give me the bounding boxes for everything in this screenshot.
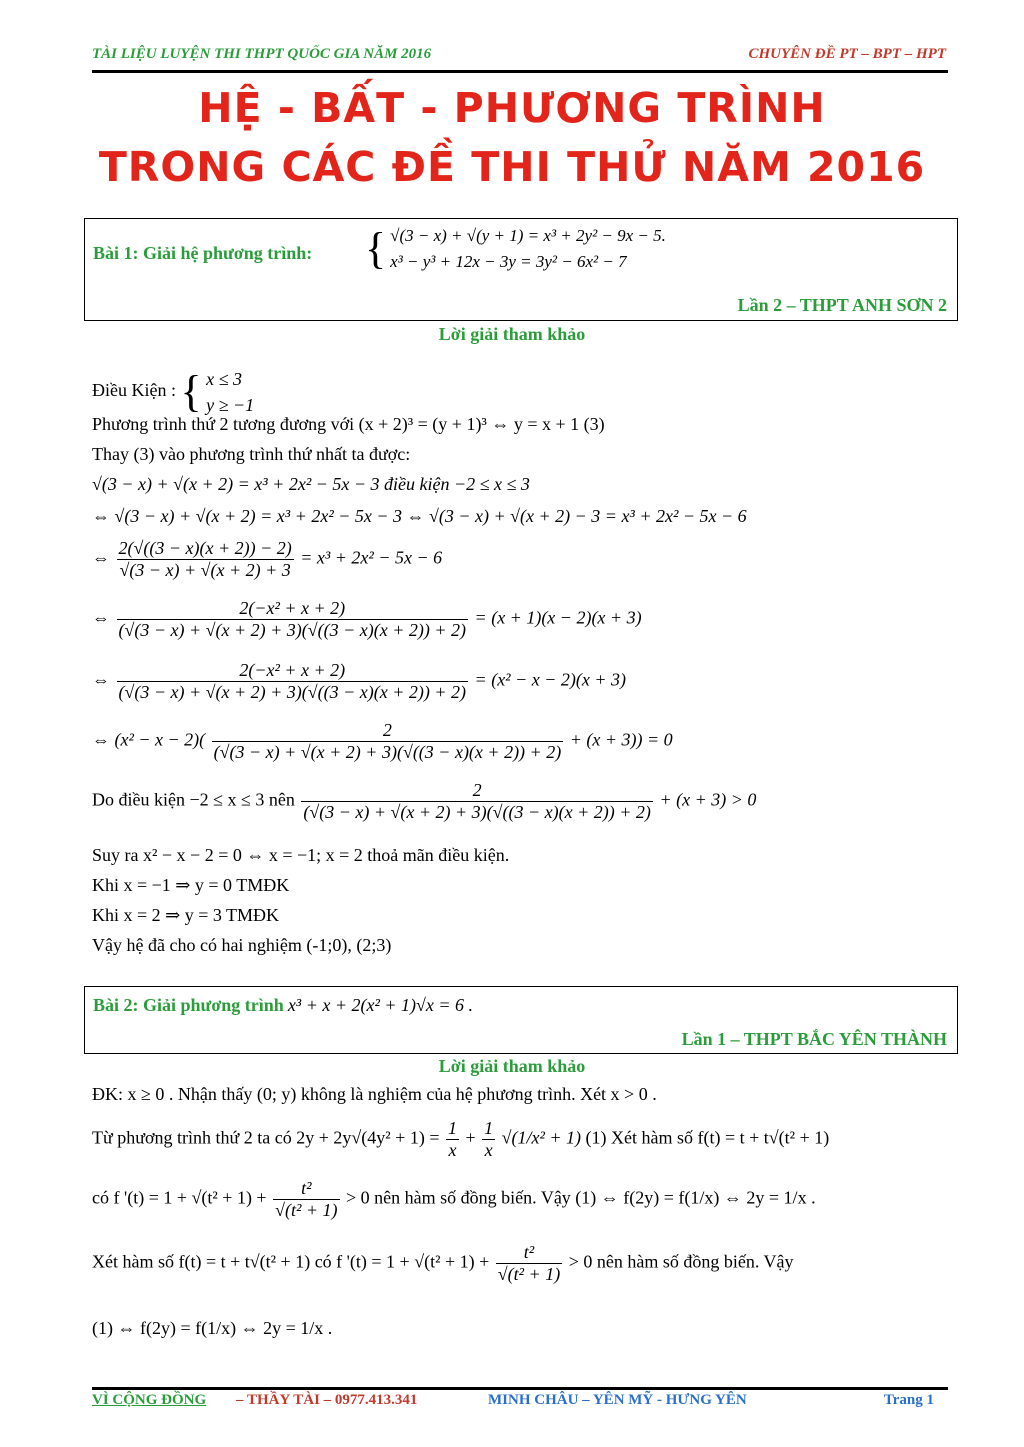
system-brace: { — [365, 224, 387, 273]
bai1-line: Suy ra x² − x − 2 = 0 ⇔ x = −1; x = 2 thoả mãn điều kiện. — [92, 845, 510, 865]
numerator: 2(√((3 − x)(x + 2)) − 2) — [118, 538, 292, 558]
lhs: Từ phương trình thứ 2 ta có 2y + 2y√(4y² + 1) = — [92, 1127, 440, 1148]
bai1-fraction-line-5 — [92, 780, 756, 823]
numerator: 2 — [301, 780, 653, 802]
denominator: (√(3 − x) + √(x + 2) + 3)(√((3 − x)(x + 2)) + 2) — [118, 682, 467, 702]
rhs: + (x + 3)) = 0 — [569, 729, 673, 750]
bai2-source: Lần 1 – THPT BẮC YÊN THÀNH — [681, 1029, 947, 1049]
bai1-line: ⇔ √(3 − x) + √(x + 2) = x³ + 2x² − 5x − 3 ⇔ √(3 − x) + √(x + 2) − 3 = x³ + 2x² − 5x − 6 — [92, 506, 747, 526]
numerator: t² — [273, 1178, 339, 1200]
rhs: > 0 nên hàm số đồng biến. Vậy — [568, 1251, 794, 1272]
bai1-source: Lần 2 – THPT ANH SƠN 2 — [737, 295, 947, 315]
condition-y: y ≥ −1 — [206, 395, 255, 415]
bai1-fraction-line-1 — [92, 538, 442, 581]
bai2-solution-title: Lời giải tham khảo — [438, 1056, 586, 1076]
bai1-fraction-line-3 — [92, 660, 626, 703]
bai1-fraction-line-2 — [92, 598, 642, 641]
bai1-line: Vậy hệ đã cho có hai nghiệm (-1;0), (2;3) — [92, 935, 392, 955]
condition-brace: { — [180, 367, 202, 416]
bai1-solution-title: Lời giải tham khảo — [438, 324, 586, 344]
rhs: = (x + 1)(x − 2)(x + 3) — [474, 607, 642, 628]
denominator: (√(3 − x) + √(x + 2) + 3)(√((3 − x)(x + 2)) + 2) — [303, 802, 651, 822]
denominator: √(3 − x) + √(x + 2) + 3 — [119, 560, 291, 580]
denominator: (√(3 − x) + √(x + 2) + 3)(√((3 − x)(x + 2)) + 2) — [213, 742, 562, 762]
numerator: 1 — [484, 1118, 494, 1138]
rhs: + (x + 3) > 0 — [659, 789, 757, 810]
numerator: 2(−x² + x + 2) — [117, 598, 469, 620]
numerator: 2(−x² + x + 2) — [117, 660, 469, 682]
bai1-line: Thay (3) vào phương trình thứ nhất ta được: — [92, 444, 411, 464]
equiv-symbol: ⇔ — [92, 607, 110, 628]
numerator: 1 — [447, 1118, 457, 1138]
bai1-fraction-line-4 — [92, 720, 673, 763]
page-number: Trang 1 — [883, 1392, 934, 1408]
bai2-equation: x³ + x + 2(x² + 1)√x = 6 . — [287, 995, 474, 1015]
condition-x: x ≤ 3 — [206, 369, 242, 389]
bai2-line-4 — [92, 1242, 794, 1285]
footer-part1: VÌ CỘNG ĐỒNG — [92, 1392, 207, 1408]
numerator: 2 — [212, 720, 564, 742]
denominator: √(t² + 1) — [275, 1200, 338, 1220]
bai1-eq1: √(3 − x) + √(y + 1) = x³ + 2y² − 9x − 5 — [390, 226, 662, 245]
footer-divider — [92, 1387, 948, 1390]
bai1-box — [84, 218, 958, 321]
lhs: ⇔ (x² − x − 2)( — [92, 729, 206, 750]
bai1-line: √(3 − x) + √(x + 2) = x³ + 2x² − 5x − 3 điều kiện −2 ≤ x ≤ 3 — [92, 474, 530, 494]
rhs: = x³ + 2x² − 5x − 6 — [300, 547, 443, 568]
bai1-label: Bài 1: Giải hệ phương trình: — [93, 243, 313, 263]
bai1-line: Phương trình thứ 2 tương đương với (x + 2)³ = (y + 1)³ ⇔ y = x + 1 (3) — [92, 414, 605, 434]
equiv-symbol: ⇔ — [92, 547, 110, 568]
lhs: Do điều kiện −2 ≤ x ≤ 3 nên — [92, 789, 295, 810]
rhs: = (x² − x − 2)(x + 3) — [474, 669, 626, 690]
bai2-line: ĐK: x ≥ 0 . Nhận thấy (0; y) không là nghiệm của hệ phương trình. Xét x > 0 . — [92, 1084, 657, 1104]
condition-label: Điều Kiện : — [92, 380, 176, 401]
bai2-label: Bài 2: Giải phương trình — [93, 995, 284, 1015]
lhs: có f '(t) = 1 + √(t² + 1) + — [92, 1187, 267, 1208]
equiv-symbol: ⇔ — [92, 669, 110, 690]
bai2-statement — [93, 995, 473, 1016]
footer-part3: MINH CHÂU – YÊN MỸ - HƯNG YÊN — [488, 1392, 747, 1408]
bai2-line: (1) ⇔ f(2y) = f(1/x) ⇔ 2y = 1/x . — [92, 1318, 333, 1338]
footer-part2: – THẦY TÀI – 0977.413.341 — [236, 1392, 418, 1408]
denominator: (√(3 − x) + √(x + 2) + 3)(√((3 − x)(x + 2)) + 2) — [118, 620, 467, 640]
page-title-line1: HỆ - BẤT - PHƯƠNG TRÌNH — [198, 84, 826, 132]
denominator: √(t² + 1) — [497, 1264, 561, 1284]
bai1-line: Khi x = −1 ⇒ y = 0 TMĐK — [92, 875, 290, 895]
header-left: TÀI LIỆU LUYỆN THI THPT QUỐC GIA NĂM 2016 — [92, 46, 432, 62]
lhs: Xét hàm số f(t) = t + t√(t² + 1) có f '(t) = 1 + √(t² + 1) + — [92, 1251, 490, 1272]
bai2-line-2 — [92, 1118, 829, 1161]
sqrt-term: √(1/x² + 1) — [501, 1127, 582, 1148]
bai1-condition — [92, 366, 254, 418]
bai1-system: { √(3 − x) + √(y + 1) = x³ + 2y² − 9x − 5. x³ − y³ + 12x − 3y = 3y² − 6x² − 7 — [365, 224, 666, 273]
bai2-line-3 — [92, 1178, 816, 1221]
rhs: > 0 nên hàm số đồng biến. Vậy (1) ⇔ f(2y) = f(1/x) ⇔ 2y = 1/x . — [346, 1187, 816, 1208]
header-right: CHUYÊN ĐỀ PT – BPT – HPT — [748, 46, 946, 62]
bai1-line: Khi x = 2 ⇒ y = 3 TMĐK — [92, 905, 280, 925]
numerator: t² — [496, 1242, 562, 1264]
denominator: x — [448, 1140, 457, 1160]
page-title-line2: TRONG CÁC ĐỀ THI THỬ NĂM 2016 — [98, 143, 926, 191]
denominator: x — [484, 1140, 493, 1160]
plus: + — [465, 1127, 476, 1148]
header-divider — [92, 70, 948, 73]
bai2-box — [84, 986, 958, 1054]
bai1-eq2: x³ − y³ + 12x − 3y = 3y² − 6x² − 7 — [390, 252, 627, 271]
rhs: (1) Xét hàm số f(t) = t + t√(t² + 1) — [585, 1127, 830, 1148]
